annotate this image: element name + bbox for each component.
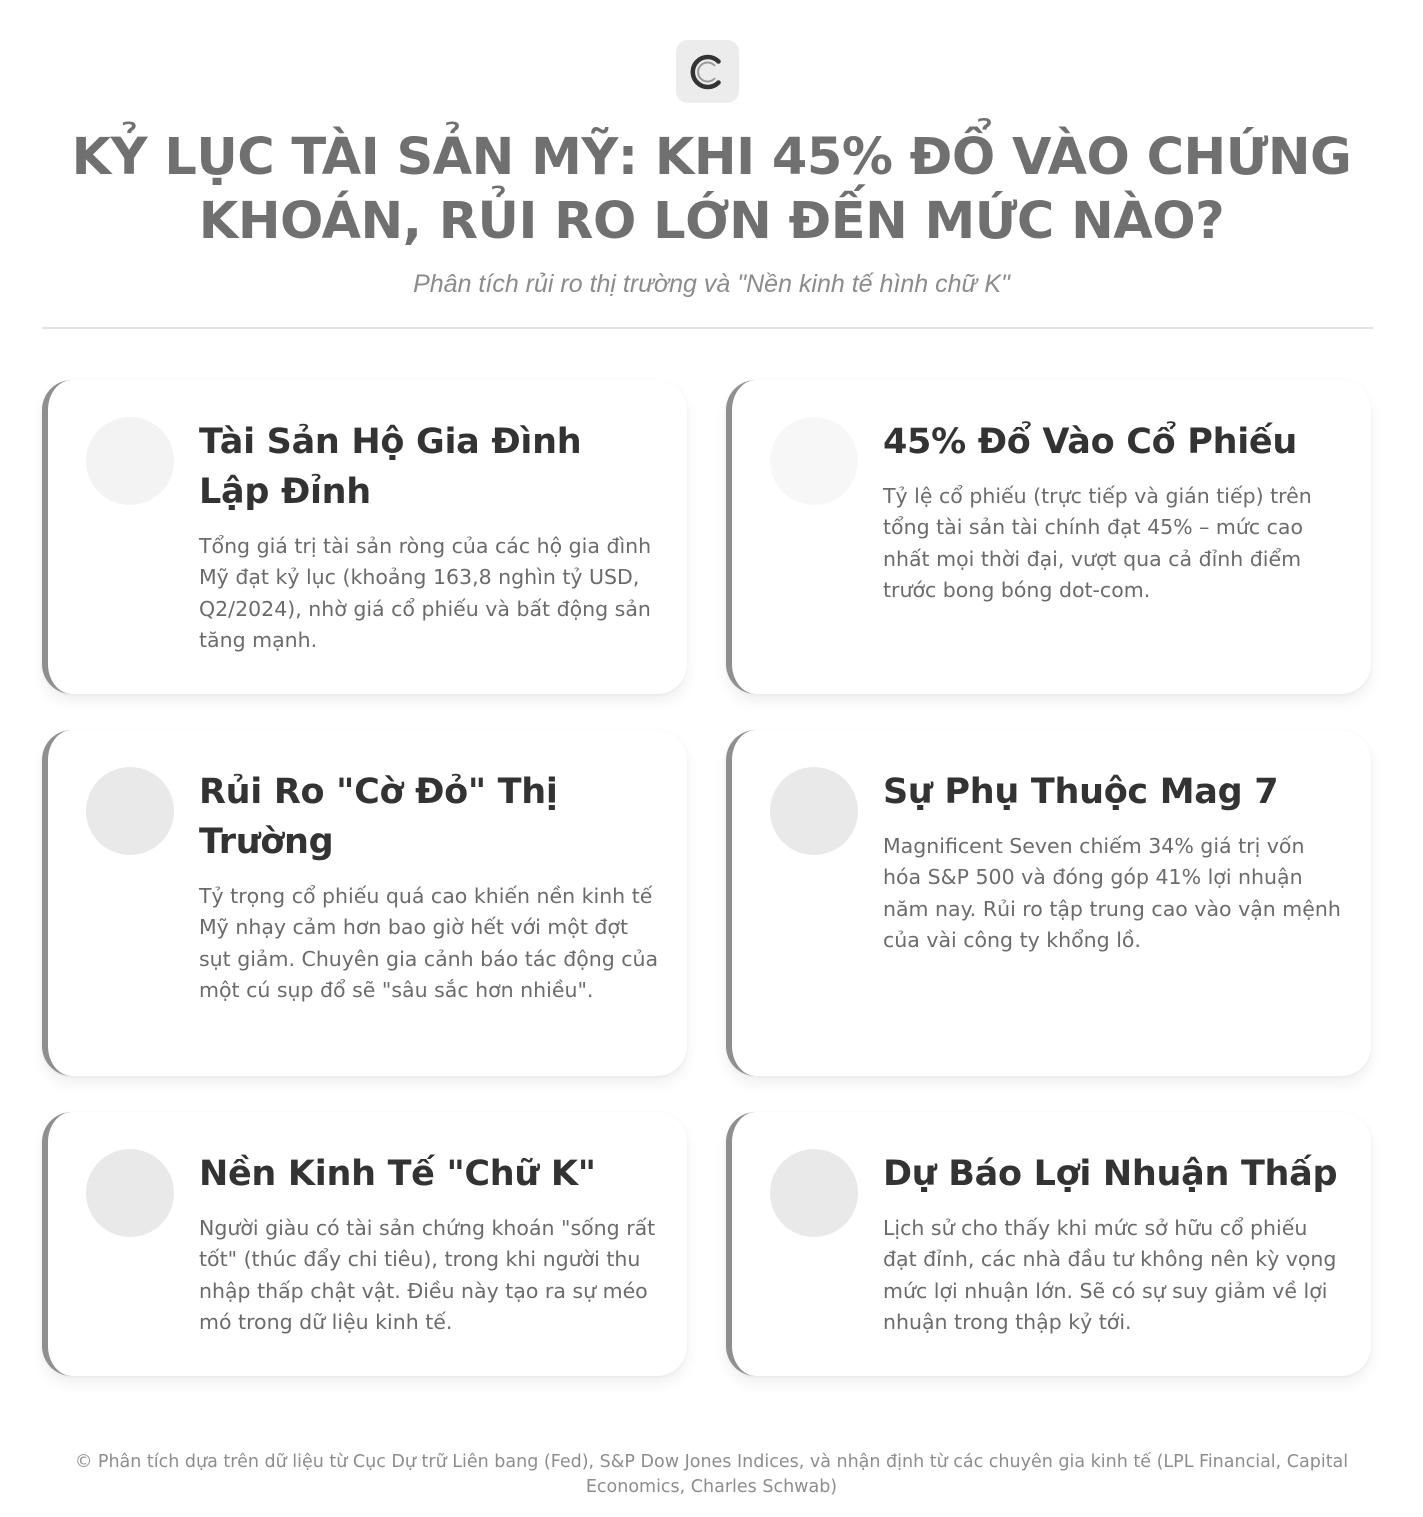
card-text: Magnificent Seven chiếm 34% giá trị vốn hóa S&P 500 và đóng góp 41% lợi nhuận năm nay. Rủi ro tập trung cao vào vận mệnh của vài công ty khổng lồ. [883, 834, 1341, 952]
card-icon [86, 417, 174, 505]
page-subtitle: Phân tích rủi ro thị trường và "Nền kinh tế hình chữ K" [413, 270, 1010, 298]
card-title: 45% Đổ Vào Cổ Phiếu [883, 422, 1297, 462]
card-icon [770, 417, 858, 505]
page-title: KỶ LỤC TÀI SẢN MỸ: KHI 45% ĐỔ VÀO CHỨNG KHOÁN, RỦI RO LỚN ĐẾN MỨC NÀO? [71, 128, 1352, 251]
footer-source-note: © Phân tích dựa trên dữ liệu từ Cục Dự trữ Liên bang (Fed), S&P Dow Jones Indices, và nhận định từ các chuyên gia kinh tế (LPL Financial, Capital Economics, Charles Schwab) [74, 1452, 1349, 1497]
card-text: Tỷ lệ cổ phiếu (trực tiếp và gián tiếp) trên tổng tài sản tài chính đạt 45% – mức cao nhất mọi thời đại, vượt qua cả đỉnh điểm trước bong bóng dot-com. [883, 484, 1312, 602]
card-icon [86, 1149, 174, 1237]
card-title: Rủi Ro "Cờ Đỏ" Thị Trường [199, 772, 558, 862]
card-red-flag-risk [42, 730, 687, 1076]
card-text: Tỷ trọng cổ phiếu quá cao khiến nền kinh tế Mỹ nhạy cảm hơn bao giờ hết với một đợt sụt giảm. Chuyên gia cảnh báo tác động của một cú sụp đổ sẽ "sâu sắc hơn nhiều". [199, 884, 659, 1002]
card-icon [770, 767, 858, 855]
card-title: Nền Kinh Tế "Chữ K" [199, 1154, 596, 1194]
card-text: Lịch sử cho thấy khi mức sở hữu cổ phiếu đạt đỉnh, các nhà đầu tư không nên kỳ vọng mức lợi nhuận lớn. Sẽ có sự suy giảm về lợi nhuận trong thập kỷ tới. [883, 1216, 1337, 1334]
card-icon [86, 767, 174, 855]
card-household-wealth [42, 380, 687, 694]
logo [676, 40, 739, 103]
card-text: Người giàu có tài sản chứng khoán "sống rất tốt" (thúc đẩy chi tiêu), trong khi người thu nhập thấp chật vật. Điều này tạo ra sự méo mó trong dữ liệu kinh tế. [199, 1216, 656, 1334]
card-title: Dự Báo Lợi Nhuận Thấp [883, 1154, 1338, 1194]
card-title: Tài Sản Hộ Gia Đình Lập Đỉnh [199, 422, 582, 512]
card-mag7-dependence [726, 730, 1371, 1076]
card-icon [770, 1149, 858, 1237]
header-divider [42, 327, 1373, 329]
c-logo-icon [688, 52, 728, 92]
card-low-return-forecast [726, 1112, 1371, 1376]
card-k-economy [42, 1112, 687, 1376]
card-title: Sự Phụ Thuộc Mag 7 [883, 772, 1279, 812]
card-stock-share [726, 380, 1371, 694]
card-text: Tổng giá trị tài sản ròng của các hộ gia đình Mỹ đạt kỷ lục (khoảng 163,8 nghìn tỷ USD, Q2/2024), nhờ giá cổ phiếu và bất động sản tăng mạnh. [199, 534, 652, 652]
